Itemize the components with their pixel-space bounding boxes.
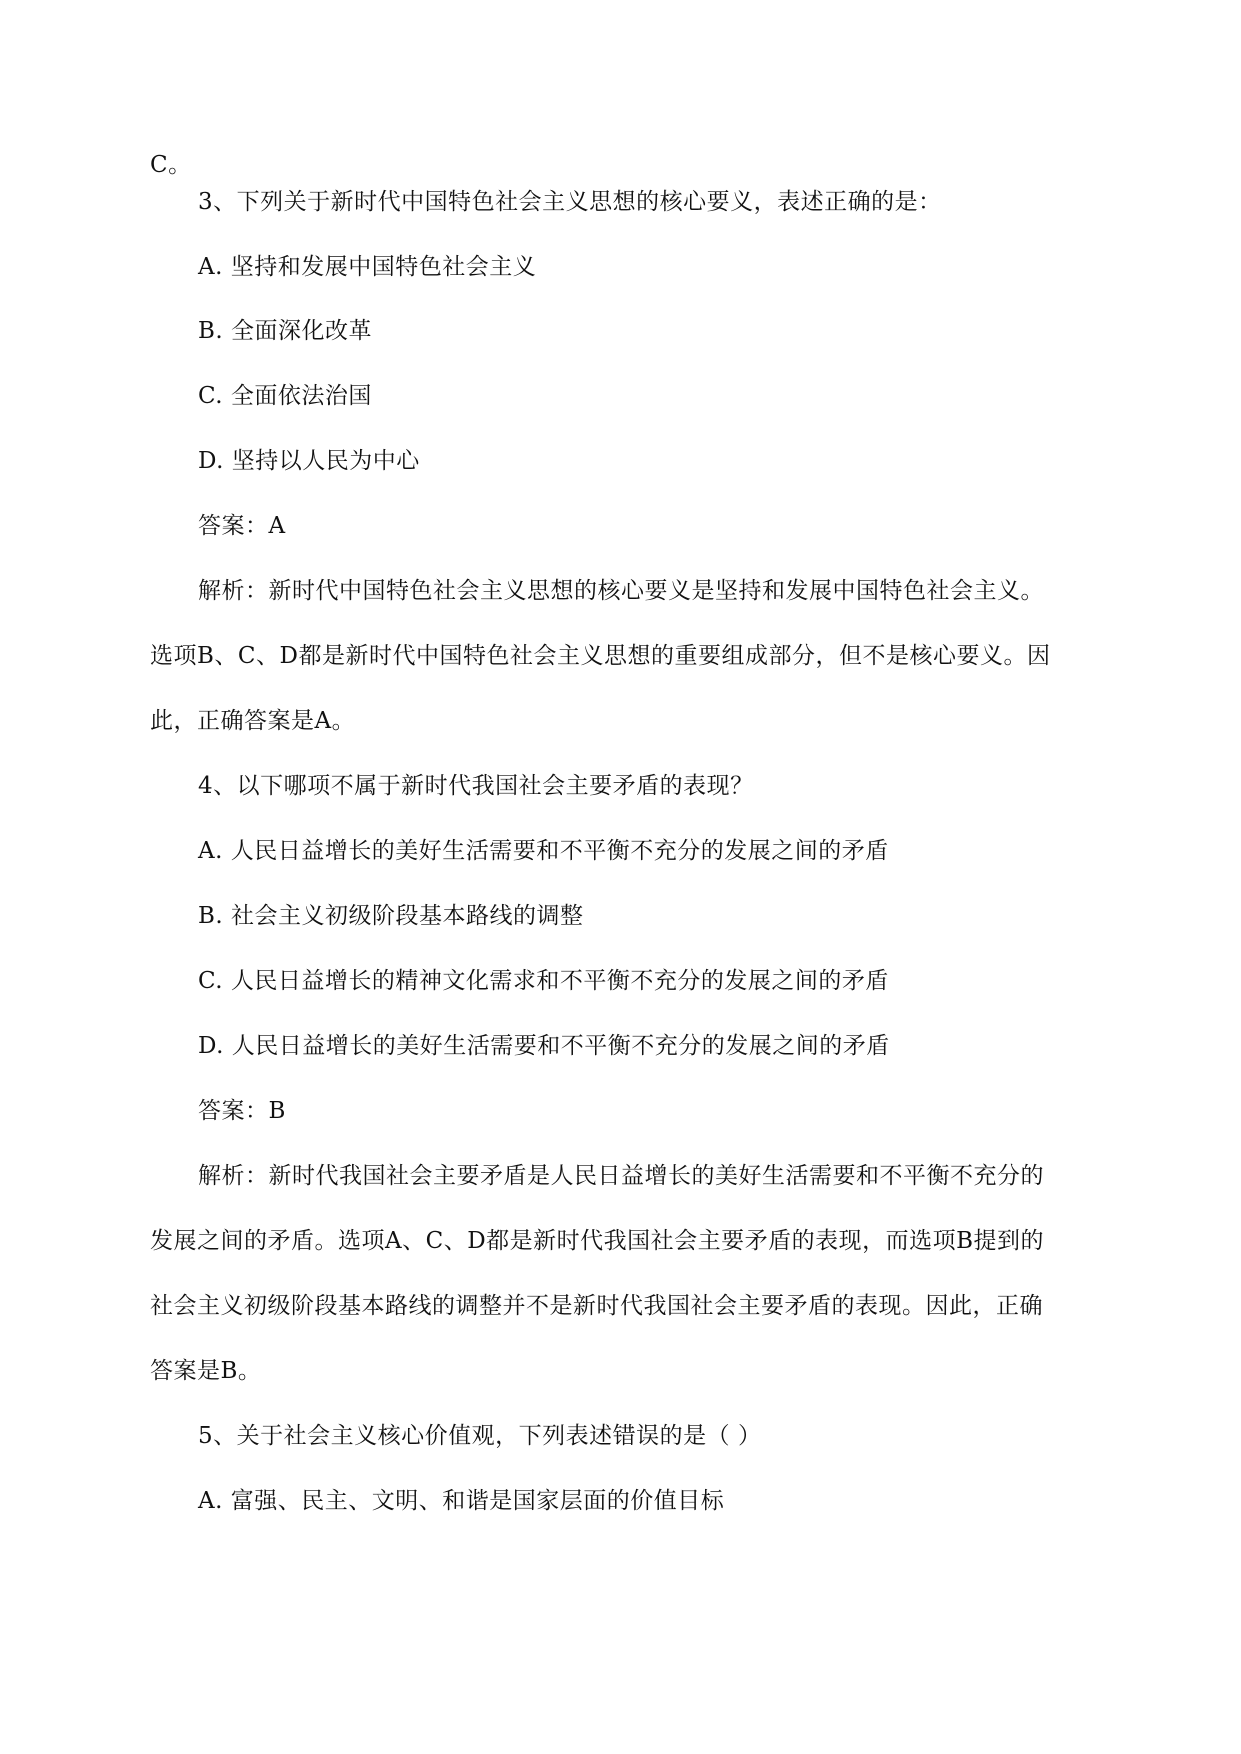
question-3: 3、下列关于新时代中国特色社会主义思想的核心要义，表述正确的是： — [198, 189, 942, 215]
answer-continuation: C。 — [150, 152, 192, 178]
explanation-line: 此，正确答案是A。 — [150, 708, 356, 734]
option-d: D. 人民日益增长的美好生活需要和不平衡不充分的发展之间的矛盾 — [198, 1033, 890, 1059]
explanation-line: 解析：新时代中国特色社会主义思想的核心要义是坚持和发展中国特色社会主义。 — [198, 578, 1044, 604]
answer: 答案：B — [198, 1098, 286, 1124]
question-4: 4、以下哪项不属于新时代我国社会主要矛盾的表现？ — [198, 773, 754, 799]
option-c: C. 全面依法治国 — [198, 383, 372, 409]
explanation-line: 发展之间的矛盾。选项A、C、D都是新时代我国社会主要矛盾的表现，而选项B提到的 — [150, 1228, 1045, 1254]
option-a: A. 坚持和发展中国特色社会主义 — [198, 254, 537, 280]
option-c: C. 人民日益增长的精神文化需求和不平衡不充分的发展之间的矛盾 — [198, 968, 889, 994]
option-b: B. 社会主义初级阶段基本路线的调整 — [198, 903, 584, 929]
explanation-line: 解析：新时代我国社会主要矛盾是人民日益增长的美好生活需要和不平衡不充分的 — [198, 1163, 1044, 1189]
option-a: A. 富强、民主、文明、和谐是国家层面的价值目标 — [198, 1488, 725, 1514]
explanation-line: 社会主义初级阶段基本路线的调整并不是新时代我国社会主要矛盾的表现。因此，正确 — [150, 1293, 1043, 1319]
option-a: A. 人民日益增长的美好生活需要和不平衡不充分的发展之间的矛盾 — [198, 838, 889, 864]
option-d: D. 坚持以人民为中心 — [198, 448, 420, 474]
option-b: B. 全面深化改革 — [198, 318, 373, 344]
explanation-line: 答案是B。 — [150, 1358, 262, 1384]
answer: 答案：A — [198, 513, 286, 539]
question-5: 5、关于社会主义核心价值观，下列表述错误的是（ ） — [198, 1423, 762, 1449]
explanation-line: 选项B、C、D都是新时代中国特色社会主义思想的重要组成部分，但不是核心要义。因 — [150, 643, 1051, 669]
